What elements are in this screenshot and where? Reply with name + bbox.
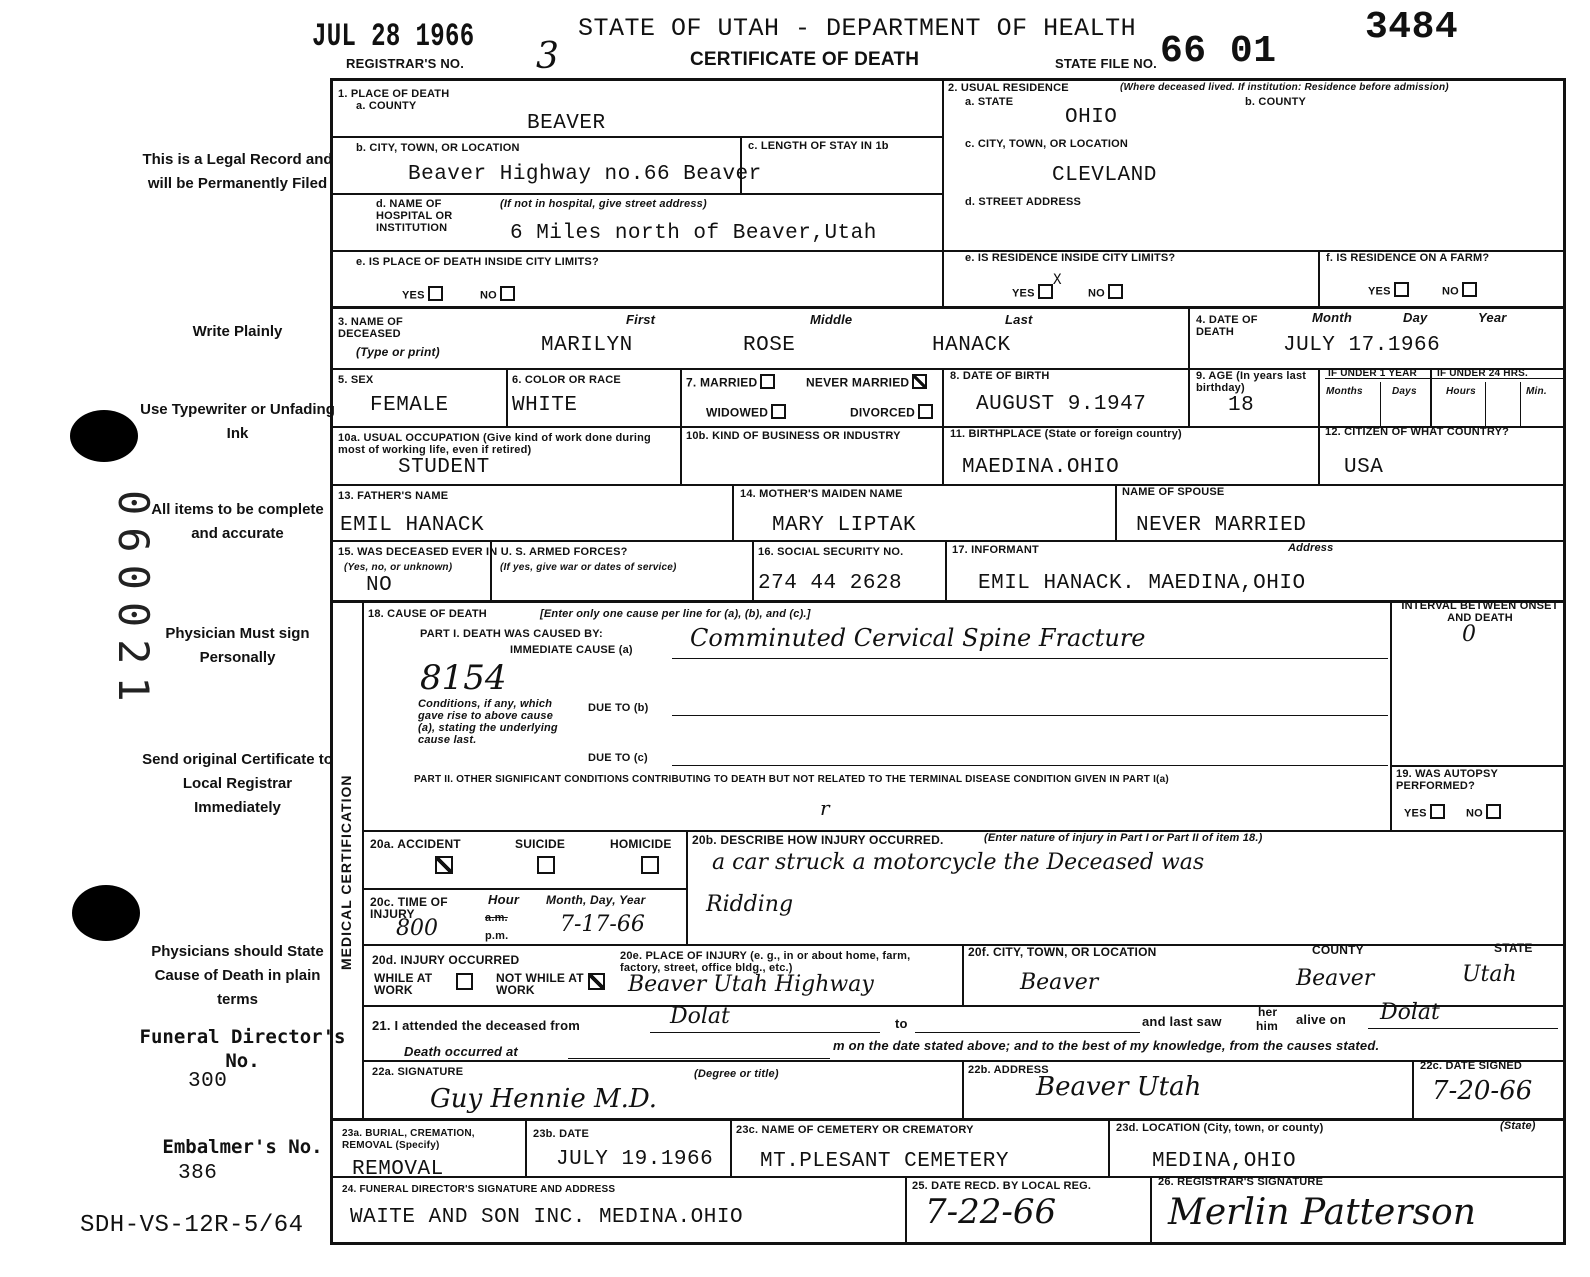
spouse-name: NEVER MARRIED (1136, 514, 1307, 537)
death-inside-yes[interactable]: YES (402, 288, 443, 303)
burial-date-label: 23b. DATE (533, 1128, 589, 1140)
race-label: 6. COLOR OR RACE (512, 374, 621, 386)
suicide-label: SUICIDE (515, 837, 566, 851)
last-saw-label: and last saw (1142, 1014, 1222, 1029)
armed-forces: NO (366, 574, 393, 597)
residence-inside-label: e. IS RESIDENCE INSIDE CITY LIMITS? (965, 252, 1176, 264)
attended-label: 21. I attended the deceased from (372, 1018, 580, 1033)
informant-label: 17. INFORMANT (952, 544, 1039, 556)
typewriter-note: Use Typewriter or Unfading Ink (140, 401, 335, 442)
burial-method: REMOVAL (352, 1158, 444, 1181)
alive-on-label: alive on (1296, 1012, 1347, 1027)
death-county: BEAVER (527, 112, 606, 135)
address-22b-label: 22b. ADDRESS (968, 1064, 1049, 1076)
her-label: her (1258, 1005, 1278, 1019)
mother-name: MARY LIPTAK (772, 514, 917, 537)
mother-label: 14. MOTHER'S MAIDEN NAME (740, 488, 903, 500)
alive-on-value: Dolat (1380, 1000, 1440, 1025)
ssn-label: 16. SOCIAL SECURITY NO. (758, 546, 904, 558)
citizenship: USA (1344, 456, 1384, 479)
occupation: STUDENT (398, 456, 490, 479)
state-file-no: 66 01 (1160, 30, 1277, 73)
citizen-label: 12. CITIZEN OF WHAT COUNTRY? (1325, 426, 1510, 438)
business-label: 10b. KIND OF BUSINESS OR INDUSTRY (686, 430, 901, 442)
armed-sub-label: (Yes, no, or unknown) (344, 562, 453, 573)
injury-date: 7-17-66 (560, 912, 645, 937)
sex: FEMALE (370, 394, 449, 417)
death-inside-no[interactable]: NO (480, 288, 515, 303)
complete-note: All items to be complete and accurate (151, 501, 324, 542)
describe-injury-label: 20b. DESCRIBE HOW INJURY OCCURRED. (692, 833, 944, 847)
month-label: Month (1312, 310, 1352, 325)
middle-name: ROSE (743, 334, 796, 357)
location-label: 23d. LOCATION (City, town, or county) (1116, 1122, 1324, 1134)
certificate-title: CERTIFICATE OF DEATH (690, 49, 920, 70)
physician-address: Beaver Utah (1036, 1072, 1202, 1102)
homicide-label: HOMICIDE (610, 837, 672, 851)
medical-certification-label: MEDICAL CERTIFICATION (338, 774, 354, 970)
inside-limits-label: e. IS PLACE OF DEATH INSIDE CITY LIMITS? (356, 256, 599, 268)
birthplace: MAEDINA.OHIO (962, 456, 1120, 479)
part1-label: PART I. DEATH WAS CAUSED BY: (420, 628, 603, 640)
residence-inside-yes[interactable]: YES (1012, 286, 1053, 301)
first-name: MARILYN (541, 334, 633, 357)
funeral-director-no: 300 (188, 1070, 228, 1093)
residence-inside-no[interactable]: NO (1088, 286, 1123, 301)
injury-city-label: 20f. CITY, TOWN, OR LOCATION (968, 945, 1157, 959)
injury-description: a car struck a motorcycle the Deceased was (712, 850, 1205, 875)
signature-label: 22a. SIGNATURE (372, 1066, 464, 1078)
cause-label: 18. CAUSE OF DEATH (368, 608, 487, 620)
street-label: d. STREET ADDRESS (965, 196, 1082, 208)
autopsy-no[interactable]: NO (1466, 806, 1501, 821)
accident-label: 20a. ACCIDENT (370, 837, 461, 851)
funeral-director-sig-label: 24. FUNERAL DIRECTOR'S SIGNATURE AND ADDRESS (342, 1184, 616, 1195)
social-security-no: 274 44 2628 (758, 572, 903, 595)
describe-injury-note: (Enter nature of injury in Part I or Part II of item 18.) (984, 832, 1263, 844)
date-received: 7-22-66 (925, 1192, 1057, 1232)
part2-label: PART II. OTHER SIGNIFICANT CONDITIONS CONTRIBUTING TO DEATH BUT NOT RELATED TO THE TERMINAL DISEASE CONDITION GIVEN IN PART I(a) (414, 774, 1169, 785)
year-label: Year (1478, 310, 1507, 325)
armed-forces-label: 15. WAS DECEASED EVER IN U. S. ARMED FORCES? (338, 546, 628, 558)
sex-label: 5. SEX (338, 374, 374, 386)
last-label: Last (1005, 312, 1033, 327)
death-occurred-label: Death occurred at (404, 1044, 518, 1059)
while-at-work-checkbox[interactable] (453, 975, 473, 993)
injury-state-label: STATE (1494, 941, 1533, 955)
injury-county-label: COUNTY (1312, 943, 1364, 957)
attended-from: Dolat (670, 1004, 730, 1029)
place-of-death-label: 1. PLACE OF DEATH (338, 88, 450, 100)
injury-county: Beaver (1296, 966, 1375, 991)
armed-sub-label-2: (If yes, give war or dates of service) (500, 562, 677, 573)
length-of-stay-label: c. LENGTH OF STAY IN 1b (748, 140, 889, 152)
death-date: JULY 17.1966 (1283, 334, 1441, 357)
residence-state: OHIO (1065, 106, 1118, 129)
injury-description-2: Ridding (706, 892, 794, 917)
age-label: 9. AGE (In years last birthday) (1196, 370, 1307, 394)
autopsy-yes[interactable]: YES (1404, 806, 1445, 821)
punch-hole (70, 410, 138, 462)
day-label: Day (1403, 310, 1428, 325)
suicide-checkbox[interactable] (534, 858, 555, 876)
homicide-checkbox[interactable] (638, 858, 659, 876)
file-suffix: 3484 (1365, 6, 1459, 49)
due-to-b-label: DUE TO (b) (588, 702, 649, 714)
date-recd-label: 25. DATE RECD. BY LOCAL REG. (912, 1180, 1092, 1192)
embalmer-label: Embalmer's No. (162, 1136, 323, 1158)
farm-label: f. IS RESIDENCE ON A FARM? (1326, 252, 1490, 264)
to-label: to (895, 1016, 908, 1031)
am-label: a.m. (485, 912, 508, 924)
informant: EMIL HANACK. MAEDINA,OHIO (978, 572, 1306, 595)
hospital-address: 6 Miles north of Beaver,Utah (510, 222, 877, 245)
farm-no[interactable]: NO (1442, 284, 1477, 299)
middle-label: Middle (810, 312, 853, 327)
funeral-director-label: Funeral Director's No. (139, 1026, 346, 1072)
hour-label: Hour (488, 892, 520, 907)
place-of-injury-label: 20e. PLACE OF INJURY (e. g., in or about home, farm, factory, street, office bldg., etc.) (620, 950, 911, 974)
interval-value: 0 (1462, 622, 1476, 647)
hospital-label: d. NAME OF HOSPITAL OR INSTITUTION (376, 198, 453, 234)
death-city: Beaver Highway no.66 Beaver (408, 163, 762, 186)
injury-city: Beaver (1020, 970, 1099, 995)
residence-label: 2. USUAL RESIDENCE (948, 82, 1069, 94)
date-signed-label: 22c. DATE SIGNED (1420, 1060, 1523, 1072)
immediate-cause: Comminuted Cervical Spine Fracture (690, 624, 1146, 652)
form-number: SDH-VS-12R-5/64 (80, 1212, 304, 1239)
cemetery-label: 23c. NAME OF CEMETERY OR CREMATORY (736, 1124, 974, 1136)
months-label: Months (1326, 386, 1363, 397)
state-label: a. STATE (965, 96, 1014, 108)
under-24-hrs-label: IF UNDER 24 HRS. (1437, 368, 1528, 379)
date-signed: 7-20-66 (1432, 1076, 1533, 1106)
county-label: a. COUNTY (356, 100, 417, 112)
registrar-no-label: REGISTRAR'S NO. (346, 56, 465, 71)
cause-note: [Enter only one cause per line for (a), (b), and (c).] (540, 608, 811, 620)
residence-city: CLEVLAND (1052, 164, 1157, 187)
cemetery-name: MT.PLESANT CEMETERY (760, 1150, 1009, 1173)
state-department-title: STATE OF UTAH - DEPARTMENT OF HEALTH (578, 14, 1137, 43)
write-plainly-note: Write Plainly (192, 323, 283, 340)
hospital-note: (If not in hospital, give street address) (500, 198, 707, 210)
date-of-birth: AUGUST 9.1947 (976, 393, 1147, 416)
burial-location: MEDINA,OHIO (1152, 1150, 1297, 1173)
not-while-at-work-label: NOT WHILE AT WORK (496, 971, 584, 997)
registrar-sig-label: 26. REGISTRAR'S SIGNATURE (1158, 1176, 1324, 1188)
residence-x-mark: X (1053, 272, 1062, 288)
dob-label: 8. DATE OF BIRTH (950, 370, 1050, 382)
knowledge-statement: m on the date stated above; and to the best of my knowledge, from the causes stated. (833, 1038, 1380, 1053)
never-married-option[interactable]: NEVER MARRIED (806, 376, 927, 391)
last-name: HANACK (932, 334, 1011, 357)
degree-label: (Degree or title) (694, 1068, 779, 1080)
part2-value: r (820, 796, 830, 820)
registrar-no: 3 (536, 36, 559, 77)
under-1-year-label: IF UNDER 1 YEAR (1328, 368, 1417, 379)
birthplace-label: 11. BIRTHPLACE (State or foreign country) (950, 428, 1182, 440)
physicians-cause-note: Physicians should State Cause of Death in plain terms (151, 943, 324, 1008)
spouse-label: NAME OF SPOUSE (1122, 486, 1225, 498)
location-state-label: (State) (1500, 1120, 1536, 1132)
min-label: Min. (1526, 386, 1547, 397)
due-to-c-label: DUE TO (c) (588, 752, 648, 764)
him-label: him (1256, 1019, 1278, 1033)
residence-note: (Where deceased lived. If institution: Residence before admission) (1120, 82, 1449, 93)
age: 18 (1228, 394, 1255, 417)
days-label: Days (1392, 386, 1417, 397)
divorced-option[interactable]: DIVORCED (850, 406, 933, 421)
interval-label: INTERVAL BETWEEN ONSET AND DEATH (1401, 600, 1559, 624)
autopsy-label: 19. WAS AUTOPSY PERFORMED? (1396, 768, 1498, 792)
date-of-death-label: 4. DATE OF DEATH (1196, 314, 1258, 338)
race: WHITE (512, 394, 578, 417)
injury-occurred-label: 20d. INJURY OCCURRED (372, 953, 520, 967)
send-original-note: Send original Certificate to Local Registrar Immediately (142, 751, 333, 816)
pm-label: p.m. (485, 930, 509, 942)
first-label: First (626, 312, 656, 327)
conditions-note: Conditions, if any, which gave rise to above cause (a), stating the underlying cause last. (418, 698, 558, 746)
physician-sign-note: Physician Must sign Personally (165, 625, 310, 666)
father-name: EMIL HANACK (340, 514, 485, 537)
registrar-signature: Merlin Patterson (1168, 1192, 1476, 1233)
while-at-work-label: WHILE AT WORK (374, 971, 433, 997)
injury-place: Beaver Utah Highway (628, 972, 874, 997)
accident-checkbox[interactable] (432, 858, 453, 876)
punch-hole (72, 885, 140, 941)
month-day-year-label: Month, Day, Year (546, 893, 646, 907)
state-file-label: STATE FILE NO. (1055, 56, 1157, 71)
time-of-injury-label: 20c. TIME OF INJURY (370, 895, 448, 921)
vertical-file-number: 060021 (109, 490, 158, 714)
married-option[interactable]: 7. MARRIED (686, 376, 775, 391)
city-label: b. CITY, TOWN, OR LOCATION (356, 142, 520, 154)
received-stamp: JUL 28 1966 (312, 18, 475, 55)
father-label: 13. FATHER'S NAME (338, 490, 449, 502)
address-label: Address (1288, 542, 1334, 554)
hours-label: Hours (1446, 386, 1476, 397)
widowed-option[interactable]: WIDOWED (706, 406, 786, 421)
funeral-director-address: WAITE AND SON INC. MEDINA.OHIO (350, 1206, 744, 1229)
not-while-at-work-checkbox[interactable] (585, 975, 605, 993)
legal-record-note: This is a Legal Record and will be Permanently Filed (142, 151, 333, 192)
physician-signature: Guy Hennie M.D. (430, 1084, 658, 1114)
injury-state: Utah (1462, 962, 1517, 987)
cause-code: 8154 (420, 658, 507, 698)
farm-yes[interactable]: YES (1368, 284, 1409, 299)
occupation-label: 10a. USUAL OCCUPATION (Give kind of work done during most of working life, even if retired) (338, 432, 651, 456)
residence-city-label: c. CITY, TOWN, OR LOCATION (965, 138, 1129, 150)
burial-date: JULY 19.1966 (556, 1148, 714, 1171)
type-or-print: (Type or print) (356, 345, 440, 359)
immediate-cause-label: IMMEDIATE CAUSE (a) (510, 644, 633, 656)
burial-label: 23a. BURIAL, CREMATION, REMOVAL (Specify) (342, 1128, 475, 1151)
name-of-deceased-label: 3. NAME OF DECEASED (338, 316, 403, 340)
injury-time: 800 (396, 916, 438, 941)
residence-county-label: b. COUNTY (1245, 96, 1307, 108)
embalmer-no: 386 (178, 1162, 218, 1185)
